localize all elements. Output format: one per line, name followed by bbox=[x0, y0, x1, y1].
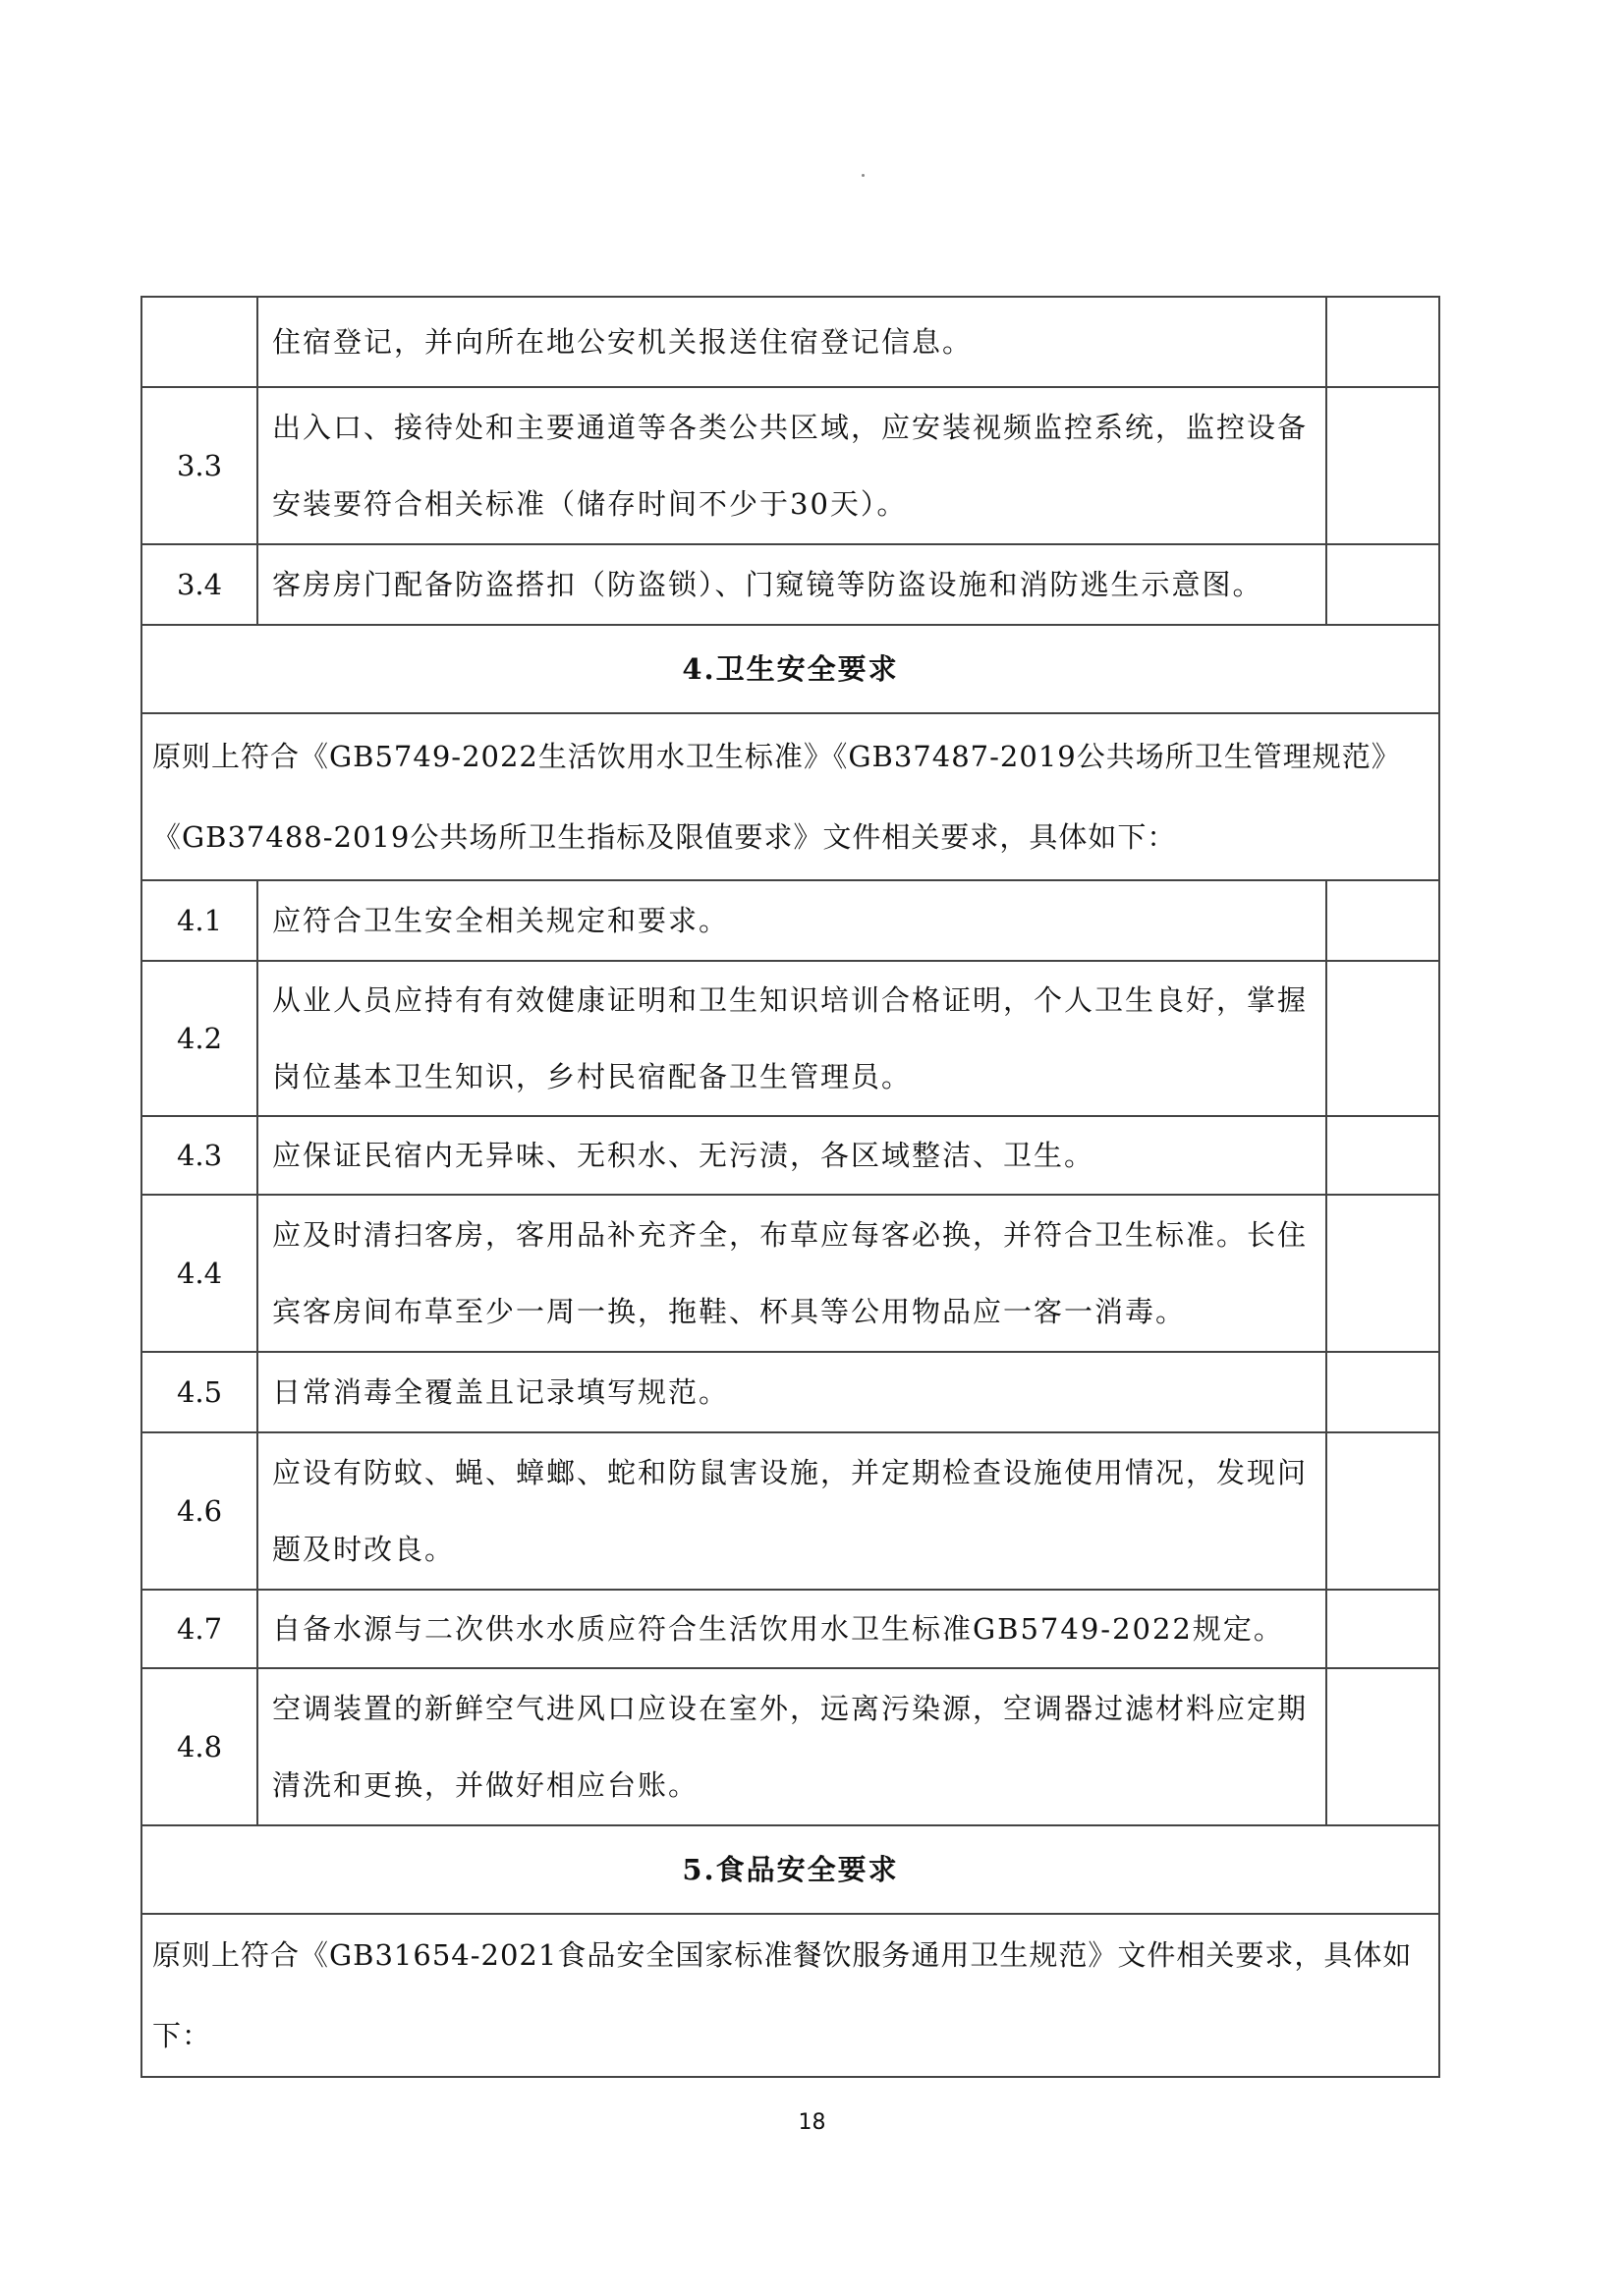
check-cell bbox=[1326, 1432, 1439, 1590]
page-number: 18 bbox=[798, 2110, 826, 2135]
check-cell bbox=[1326, 1668, 1439, 1825]
item-number: 3.3 bbox=[141, 387, 257, 544]
check-cell bbox=[1326, 387, 1439, 544]
section-heading-row bbox=[141, 625, 1439, 713]
section-intro-row bbox=[141, 713, 1439, 880]
item-text: 住宿登记，并向所在地公安机关报送住宿登记信息。 bbox=[257, 297, 1326, 387]
item-number: 4.5 bbox=[141, 1352, 257, 1432]
item-text: 应符合卫生安全相关规定和要求。 bbox=[257, 880, 1326, 961]
item-number: 3.4 bbox=[141, 544, 257, 625]
table-row bbox=[141, 1668, 1439, 1825]
item-text: 应设有防蚊、蝇、蟑螂、蛇和防鼠害设施，并定期检查设施使用情况，发现问题及时改良。 bbox=[257, 1432, 1326, 1590]
item-text: 日常消毒全覆盖且记录填写规范。 bbox=[257, 1352, 1326, 1432]
item-text: 应及时清扫客房，客用品补充齐全，布草应每客必换，并符合卫生标准。长住宾客房间布草至少一周一换，拖鞋、杯具等公用物品应一客一消毒。 bbox=[257, 1195, 1326, 1352]
item-number bbox=[141, 297, 257, 387]
section-heading: 4.卫生安全要求 bbox=[141, 625, 1439, 713]
item-number: 4.4 bbox=[141, 1195, 257, 1352]
table-row bbox=[141, 544, 1439, 625]
item-number: 4.8 bbox=[141, 1668, 257, 1825]
scan-speck bbox=[862, 174, 865, 177]
item-text: 自备水源与二次供水水质应符合生活饮用水卫生标准GB5749-2022规定。 bbox=[257, 1590, 1326, 1668]
check-cell bbox=[1326, 1195, 1439, 1352]
check-cell bbox=[1326, 1352, 1439, 1432]
item-text: 出入口、接待处和主要通道等各类公共区域，应安装视频监控系统，监控设备安装要符合相关标准（储存时间不少于30天）。 bbox=[257, 387, 1326, 544]
check-cell bbox=[1326, 1590, 1439, 1668]
check-cell bbox=[1326, 961, 1439, 1116]
table-row bbox=[141, 387, 1439, 544]
item-number: 4.2 bbox=[141, 961, 257, 1116]
item-number: 4.7 bbox=[141, 1590, 257, 1668]
item-text: 空调装置的新鲜空气进风口应设在室外，远离污染源，空调器过滤材料应定期清洗和更换，并做好相应台账。 bbox=[257, 1668, 1326, 1825]
item-text: 从业人员应持有有效健康证明和卫生知识培训合格证明，个人卫生良好，掌握岗位基本卫生知识，乡村民宿配备卫生管理员。 bbox=[257, 961, 1326, 1116]
check-cell bbox=[1326, 880, 1439, 961]
item-text: 应保证民宿内无异味、无积水、无污渍，各区域整洁、卫生。 bbox=[257, 1116, 1326, 1195]
check-cell bbox=[1326, 544, 1439, 625]
item-number: 4.3 bbox=[141, 1116, 257, 1195]
table-row bbox=[141, 1432, 1439, 1590]
requirements-table bbox=[140, 296, 1440, 2078]
table-row bbox=[141, 961, 1439, 1116]
table-row bbox=[141, 880, 1439, 961]
table-row bbox=[141, 1352, 1439, 1432]
section-heading: 5.食品安全要求 bbox=[141, 1825, 1439, 1914]
item-number: 4.6 bbox=[141, 1432, 257, 1590]
section-heading-row bbox=[141, 1825, 1439, 1914]
item-number: 4.1 bbox=[141, 880, 257, 961]
section-intro-row bbox=[141, 1914, 1439, 2077]
table-row bbox=[141, 1116, 1439, 1195]
check-cell bbox=[1326, 297, 1439, 387]
section-intro: 原则上符合《GB31654-2021食品安全国家标准餐饮服务通用卫生规范》文件相关要求，具体如下： bbox=[141, 1914, 1439, 2077]
item-text: 客房房门配备防盗搭扣（防盗锁）、门窥镜等防盗设施和消防逃生示意图。 bbox=[257, 544, 1326, 625]
table-row bbox=[141, 1590, 1439, 1668]
table-row bbox=[141, 1195, 1439, 1352]
section-intro: 原则上符合《GB5749-2022生活饮用水卫生标准》《GB37487-2019公共场所卫生管理规范》《GB37488-2019公共场所卫生指标及限值要求》文件相关要求，具体如下： bbox=[141, 713, 1439, 880]
table-row bbox=[141, 297, 1439, 387]
check-cell bbox=[1326, 1116, 1439, 1195]
